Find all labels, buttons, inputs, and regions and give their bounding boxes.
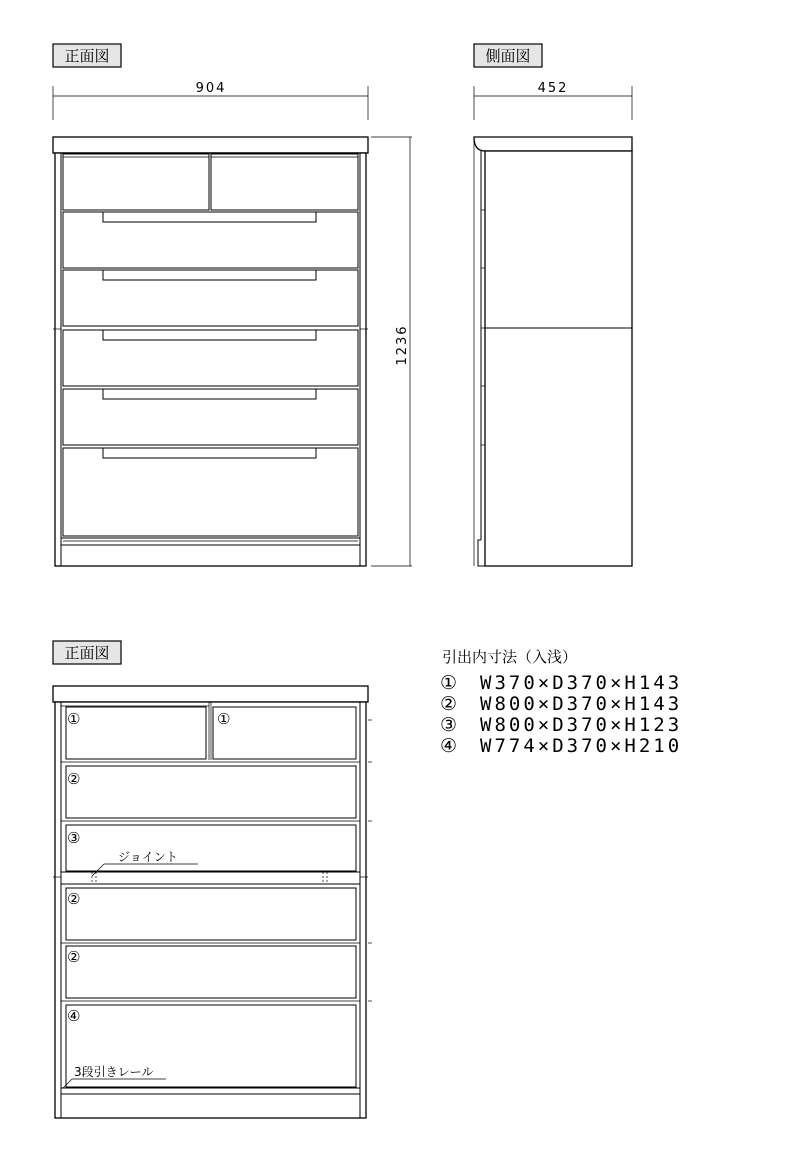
spec-size: W370×D370×H143 [480, 672, 683, 694]
drawer-mark-row-3: ③ [67, 829, 81, 847]
drawer-mark-top-left: ① [67, 710, 81, 728]
depth-dimension [474, 81, 632, 120]
drawer-mark-row-4: ② [67, 890, 81, 908]
drawer-mark-top-right: ① [217, 710, 231, 728]
spec-size: W800×D370×H123 [480, 714, 683, 736]
drawer-mark-row-6: ④ [67, 1007, 81, 1025]
side-view-title: 側面図 [485, 47, 531, 65]
drawer-mark-row-2: ② [67, 770, 81, 788]
spec-size: W774×D370×H210 [480, 735, 683, 757]
front-view-title: 正面図 [64, 47, 110, 65]
side-view [474, 44, 632, 566]
spec-mark: ① [440, 672, 461, 694]
width-dimension-label: 904 [195, 81, 227, 96]
chest-front-internal-body [53, 686, 372, 1118]
drawer-mark-row-5: ② [67, 948, 81, 966]
joint-callout-label: ジョイント [118, 850, 178, 864]
depth-dimension-label: 452 [537, 81, 569, 96]
spec-size: W800×D370×H143 [480, 693, 683, 715]
front-view-internal [53, 641, 372, 1118]
chest-side-body [474, 137, 632, 566]
front-view-2-title: 正面図 [64, 644, 110, 662]
rail-callout-label: 3段引きレール [74, 1065, 154, 1079]
spec-mark: ③ [440, 714, 461, 736]
spec-mark: ④ [440, 735, 461, 757]
height-dimension [371, 137, 412, 566]
front-view [53, 44, 412, 566]
chest-front-body [53, 137, 368, 566]
width-dimension [53, 81, 368, 120]
internal-dimensions-list [440, 648, 682, 757]
internal-dimensions-title: 引出内寸法（入浅） [442, 648, 578, 666]
height-dimension-label: 1236 [395, 324, 410, 366]
spec-mark: ② [440, 693, 461, 715]
